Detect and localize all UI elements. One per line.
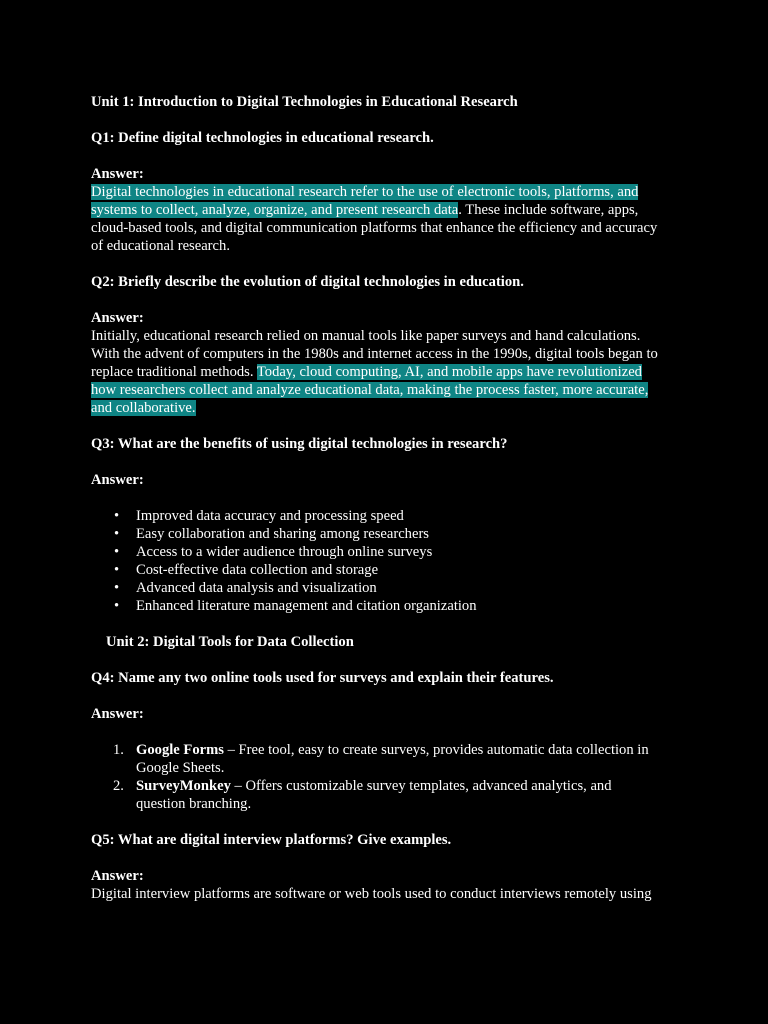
spacer	[91, 453, 683, 471]
list-item-line	[136, 777, 683, 795]
list-item	[91, 597, 683, 615]
q1-answer-line	[91, 237, 683, 255]
highlighted-text: systems to collect, analyze, organize, and present research data	[91, 202, 459, 218]
list-item-text: Improved data accuracy and processing speed	[136, 508, 404, 524]
bullet-icon: •	[114, 526, 120, 542]
spacer	[91, 687, 683, 705]
list-item-line: question branching.	[136, 796, 252, 812]
bullet-icon: •	[114, 544, 120, 560]
tool-name: SurveyMonkey	[136, 778, 231, 794]
q2-answer-line: With the advent of computers in the 1980s and internet access in the 1990s, digital tools began to	[91, 346, 658, 362]
list-item-line	[136, 741, 683, 759]
list-item	[91, 507, 683, 525]
q1-answer-line	[91, 201, 683, 219]
tool-description: – Offers customizable survey templates, advanced analytics, and	[230, 778, 612, 794]
list-item-text: Advanced data analysis and visualization	[136, 580, 377, 596]
q1-question: Q1: Define digital technologies in educational research.	[91, 130, 434, 146]
bullet-icon: •	[114, 508, 120, 524]
q2-answer-line	[91, 381, 683, 399]
q2-answer-line	[91, 399, 683, 417]
q2-answer-line	[91, 363, 683, 381]
q5-answer-line: Digital interview platforms are software or web tools used to conduct interviews remotely using	[91, 886, 652, 902]
list-item	[91, 543, 683, 561]
bullet-icon: •	[114, 598, 120, 614]
q5-answer-label: Answer:	[91, 868, 144, 884]
list-item-text: Access to a wider audience through online surveys	[136, 544, 433, 560]
q1-answer-line	[91, 219, 683, 237]
list-item	[91, 561, 683, 579]
q2-question: Q2: Briefly describe the evolution of digital technologies in education.	[91, 274, 524, 290]
bullet-icon: •	[114, 580, 120, 596]
bullet-icon: •	[114, 562, 120, 578]
q2-answer-label: Answer:	[91, 310, 144, 326]
q5-question: Q5: What are digital interview platforms? Give examples.	[91, 832, 452, 848]
spacer	[91, 723, 683, 741]
benefits-list	[91, 507, 683, 615]
spacer	[91, 291, 683, 309]
spacer	[91, 255, 683, 273]
q3-answer-label: Answer:	[91, 472, 144, 488]
spacer	[91, 147, 683, 165]
spacer	[91, 849, 683, 867]
list-item	[91, 579, 683, 597]
list-item-line: Google Sheets.	[136, 760, 225, 776]
highlighted-text: and collaborative.	[91, 400, 196, 416]
q4-question: Q4: Name any two online tools used for surveys and explain their features.	[91, 670, 554, 686]
tools-list	[91, 741, 683, 813]
q3-question: Q3: What are the benefits of using digital technologies in research?	[91, 436, 508, 452]
spacer	[91, 651, 683, 669]
q2-answer-line: Initially, educational research relied on manual tools like paper surveys and hand calculations.	[91, 328, 641, 344]
spacer	[91, 615, 683, 633]
q4-answer-label: Answer:	[91, 706, 144, 722]
answer-text: cloud-based tools, and digital communication platforms that enhance the efficiency and accuracy	[91, 220, 658, 236]
highlighted-text: Digital technologies in educational research refer to the use of electronic tools, platforms, and	[91, 184, 639, 200]
answer-text: of educational research.	[91, 238, 230, 254]
spacer	[91, 489, 683, 507]
tool-description: – Free tool, easy to create surveys, provides automatic data collection in	[223, 742, 649, 758]
tool-name: Google Forms	[136, 742, 224, 758]
list-item	[91, 741, 683, 777]
list-item	[91, 777, 683, 813]
answer-text: replace traditional methods.	[91, 364, 257, 380]
q1-answer-label: Answer:	[91, 166, 144, 182]
highlighted-text: how researchers collect and analyze educational data, making the process faster, more accurate,	[91, 382, 649, 398]
unit2-title: Unit 2: Digital Tools for Data Collection	[106, 634, 354, 650]
document-page	[91, 93, 683, 903]
list-item	[91, 525, 683, 543]
spacer	[91, 813, 683, 831]
list-number: 1.	[113, 742, 124, 758]
spacer	[91, 417, 683, 435]
list-number: 2.	[113, 778, 124, 794]
list-item-text: Cost-effective data collection and storage	[136, 562, 379, 578]
q1-answer-line	[91, 183, 683, 201]
list-item-text: Easy collaboration and sharing among researchers	[136, 526, 429, 542]
spacer	[91, 111, 683, 129]
highlighted-text: Today, cloud computing, AI, and mobile apps have revolutionized	[256, 364, 642, 380]
answer-text: . These include software, apps,	[458, 202, 639, 218]
unit1-title: Unit 1: Introduction to Digital Technologies in Educational Research	[91, 94, 518, 110]
list-item-text: Enhanced literature management and citation organization	[136, 598, 477, 614]
